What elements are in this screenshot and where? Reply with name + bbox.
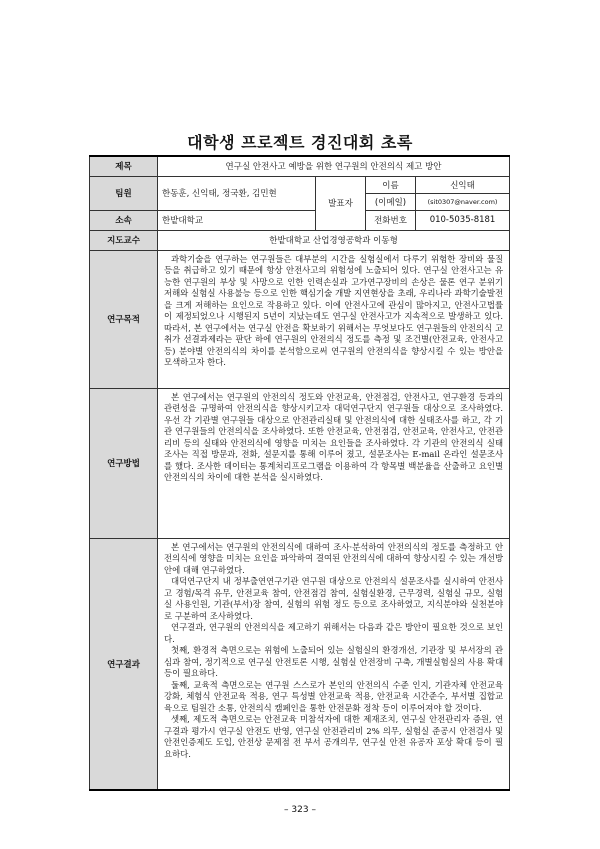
result-label: 연구결과 [90, 538, 158, 790]
page-number: – 323 – [284, 805, 316, 815]
method-row [90, 388, 510, 538]
subject-row [90, 156, 510, 176]
affiliation-row [90, 210, 510, 230]
result-paragraph: 본 연구에서는 연구원의 안전의식에 대하여 조사·분석하여 안전의식의 정도를 측정하고 안전의식에 영향을 미치는 요인을 파악하여 결여된 안전의식에 대하여 향상시킬 수 있는 개선방안에 대해 연구하였다. [164, 541, 504, 575]
result-row [90, 538, 510, 790]
result-paragraph: 연구결과, 연구원의 안전의식을 제고하기 위해서는 다음과 같은 방안이 필요한 것으로 보인다. [164, 622, 504, 644]
method-label: 연구방법 [90, 388, 158, 538]
purpose-paragraph: 과학기술을 연구하는 연구원들은 대부분의 시간을 실험실에서 다루기 위험한 장비와 물질 등을 취급하고 있기 때문에 항상 안전사고의 위험성에 노출되어 있다. 연구실 안전사고는 유능한 연구원의 부상 및 사망으로 인한 인력손실과 고가연구장비의 손상은 물론 연구 분위기 저해와 실험실 사용불능 등으로 인한 핵심기술 개발 지연현상을 초래, 우리나라 과학기술발전을 크게 저해하는 요인으로 작용하고 있다. 이에 안전사고에 관심이 많아지고, 안전사고법률이 제정되었으나 시행된지 5년이 지났는데도 연구실 안전사고가 지속적으로 발생하고 있다. 따라서, 본 연구에서는 연구실 안전을 확보하기 위해서는 무엇보다도 연구원들의 안전의식 고취가 선결과제라는 판단 하에 연구원의 안전의식 정도를 측정 및 조건별(안전교육, 안전사고 등) 분야별 안전의식의 차이를 분석함으로써 연구원의 안전의식을 향상시킬 수 있는 방안을 모색하고자 한다. [164, 253, 504, 367]
email-label: (이메일) [366, 193, 416, 210]
affiliation-value: 한밭대학교 [158, 210, 316, 230]
purpose-text [158, 250, 510, 388]
phone-value: 010-5035-8181 [416, 210, 510, 230]
result-paragraph: 첫째, 환경적 측면으로는 위험에 노출되어 있는 실험실의 환경개선, 기관장 및 부서장의 관심과 참여, 정기적으로 연구실 안전토론 시행, 실험실 안전장비 구축, 개별실험실의 사용 확대 등이 필요하다. [164, 645, 504, 678]
purpose-label: 연구목적 [90, 250, 158, 388]
result-paragraph: 대덕연구단지 내 정부출연연구기관 연구원 대상으로 안전의식 설문조사를 실시하여 안전사고 경험/목격 유무, 안전교육 참여, 안전점검 참여, 실험실환경, 근무경력, 실험실 규모, 실험실 사용인원, 기관(부서)장 참여, 실험의 위험 정도 등으로 조사하였고, 지식분야와 실천분야로 구분하여 조사하였다. [164, 576, 504, 621]
subject-value: 연구실 안전사고 예방을 위한 연구원의 안전의식 제고 방안 [158, 156, 510, 176]
method-paragraph: 본 연구에서는 연구원의 안전의식 정도와 안전교육, 안전점검, 안전사고, 연구환경 등과의 관련성을 규명하여 안전의식을 향상시키고자 대덕연구단지 연구원들 대상으로 조사하였다. 우선 각 기관별 연구원들 대상으로 안전관리실태 및 안전의식에 대한 실태조사를 하고, 각 기관 연구원들의 안전의식을 조사하였다. 또한 안전교육, 안전점검, 안전교육, 안전사고, 안전관리비 등의 실태와 안전의식에 영향을 미치는 요인들을 조사하였다. 각 기관의 안전의식 실태조사는 직접 방문과, 전화, 설문지를 통해 이루어 졌고, 설문조사는 E-mail 온라인 설문조사를 했다. 조사한 데이터는 통계처리프로그램을 이용하여 각 항목별 백분율을 산출하고 요인별 안전의식의 차이에 대한 분석을 실시하였다. [164, 391, 504, 482]
presenter-name: 신익태 [416, 176, 510, 193]
advisor-label: 지도교수 [90, 230, 158, 250]
team-row-top [90, 176, 510, 193]
advisor-value: 한밭대학교 산업경영공학과 이동형 [158, 230, 510, 250]
team-label: 팀원 [90, 176, 158, 210]
presenter-label: 발표자 [316, 176, 366, 230]
result-paragraph: 둘째, 교육적 측면으로는 연구원 스스로가 본인의 안전의식 수준 인지, 기관자체 안전교육 강화, 체험식 안전교육 적용, 연구 특성별 안전교육 적용, 안전교육 시간준수, 부서별 집합교육으로 팀원간 소통, 안전의식 캠페인을 통한 안전문화 정착 등이 이루어져야 할 것이다. [164, 679, 504, 713]
result-paragraph: 셋째, 제도적 측면으로는 안전교육 미참석자에 대한 제재조치, 연구실 안전관리자 증원, 연구결과 평가시 연구실 안전도 반영, 연구실 안전관리비 2% 의무, 실험실 준공시 안전검사 및 안전인증제도 도입, 안전상 문제점 전 부서 공개의무, 연구실 안전 유공자 포상 확대 등이 필요하다. [164, 714, 504, 759]
phone-label: 전화번호 [366, 210, 416, 230]
document-title: 대학생 프로젝트 경진대회 초록 [187, 133, 413, 152]
advisor-row [90, 230, 510, 250]
affiliation-label: 소속 [90, 210, 158, 230]
purpose-row [90, 250, 510, 388]
result-text [158, 538, 510, 790]
team-value: 한동훈, 신익태, 정국환, 김민현 [158, 176, 316, 210]
name-label: 이름 [366, 176, 416, 193]
subject-label: 제목 [90, 156, 158, 176]
abstract-form-table [89, 155, 510, 791]
method-text [158, 388, 510, 538]
presenter-email: (sit0307@naver.com) [416, 193, 510, 210]
